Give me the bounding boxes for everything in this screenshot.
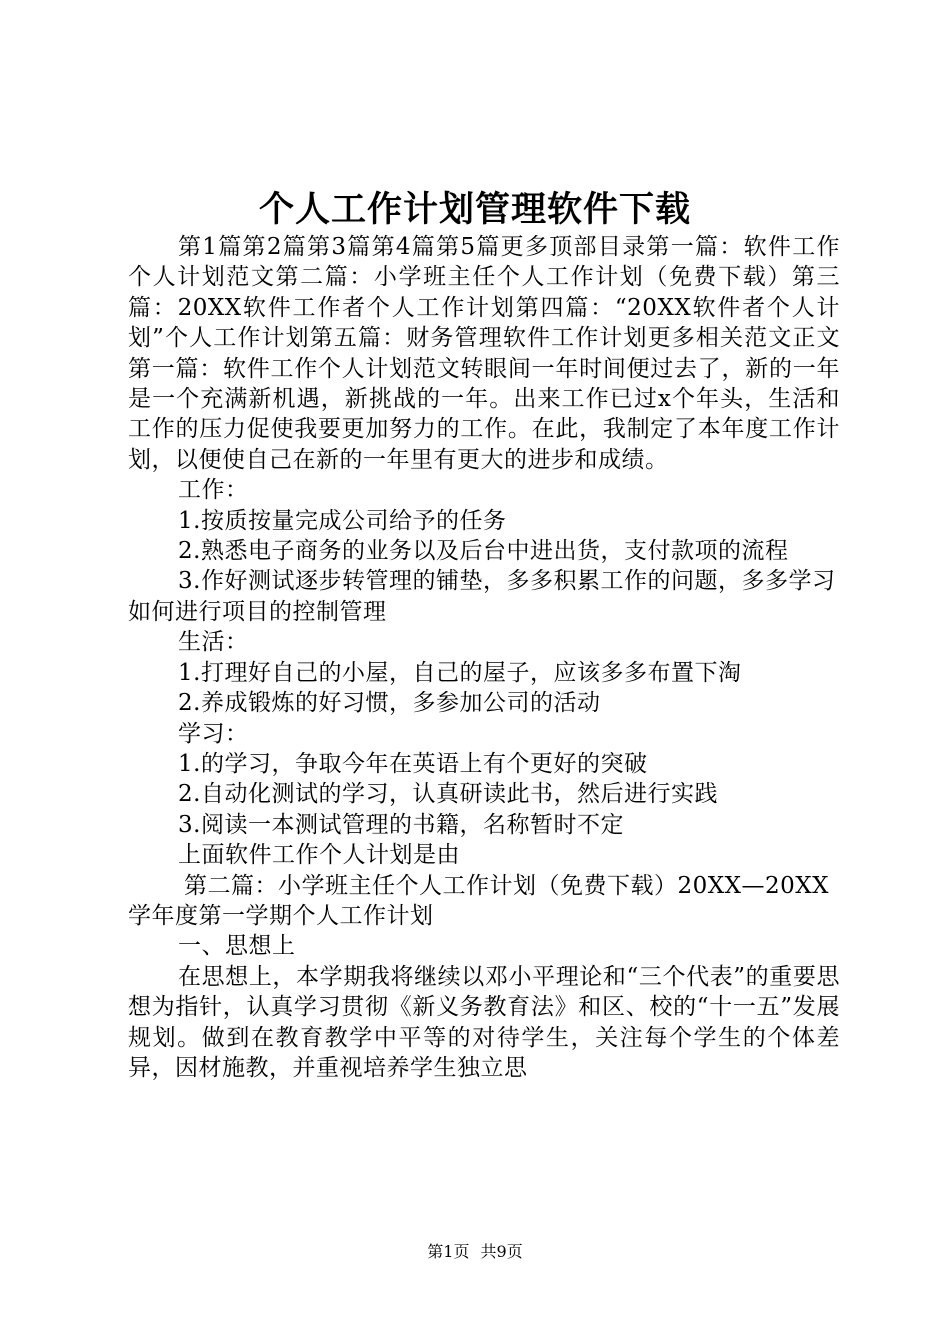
- paragraph-source: 上面软件工作个人计划是由: [178, 842, 460, 869]
- paragraph-study-heading: 学习：: [178, 720, 249, 747]
- page-total: 共9页: [480, 1242, 523, 1261]
- page-number: 第1页: [427, 1242, 470, 1261]
- list-item: 3.作好测试逐步转管理的铺垫，多多积累工作的问题，多多学习如何进行项目的控制管理: [128, 568, 836, 625]
- list-item: 2.熟悉电子商务的业务以及后台中进出货，支付款项的流程: [178, 538, 789, 565]
- paragraph-thought-heading: 一、思想上: [178, 933, 296, 960]
- paragraph-thought: 在思想上，本学期我将继续以邓小平理论和“三个代表”的重要思想为指针，认真学习贯彻《新义务教育法》和区、校的“十一五”发展规划。做到在教育教学中平等的对待学生，关注每个学生的个体差异，因材施教，并重视培养学生独立思: [128, 963, 840, 1081]
- document-body: [128, 232, 840, 1083]
- document-title: 个人工作计划管理软件下载: [258, 189, 691, 230]
- list-item: 1.打理好自己的小屋，自己的屋子，应该多多布置下淘: [178, 659, 742, 686]
- paragraph-work-heading: 工作：: [178, 477, 249, 504]
- list-item: 3.阅读一本测试管理的书籍，名称暂时不定: [178, 811, 624, 838]
- list-item: 1.按质按量完成公司给予的任务: [178, 507, 507, 534]
- list-item: 2.养成锻炼的好习惯，多参加公司的活动: [178, 690, 601, 717]
- paragraph-second-article: 第二篇：小学班主任个人工作计划（免费下载）20XX—20XX学年度第一学期个人工作计划: [128, 872, 830, 929]
- list-item: 2.自动化测试的学习，认真研读此书，然后进行实践: [178, 781, 718, 808]
- paragraph-intro: 第1篇第2篇第3篇第4篇第5篇更多顶部目录第一篇：软件工作个人计划范文第二篇：小学班主任个人工作计划（免费下载）第三篇：20XX软件工作者个人工作计划第四篇：“20XX软件者个人计划”个人工作计划第五篇：财务管理软件工作计划更多相关范文正文第一篇：软件工作个人计划范文转眼间一年时间便过去了，新的一年是一个充满新机遇，新挑战的一年。出来工作已过x个年头，生活和工作的压力促使我要更加努力的工作。在此，我制定了本年度工作计划，以便使自己在新的一年里有更大的进步和成绩。: [128, 234, 840, 473]
- list-item: 1.的学习，争取今年在英语上有个更好的突破: [178, 750, 648, 777]
- page-footer: [0, 1240, 950, 1264]
- paragraph-life-heading: 生活：: [178, 629, 249, 656]
